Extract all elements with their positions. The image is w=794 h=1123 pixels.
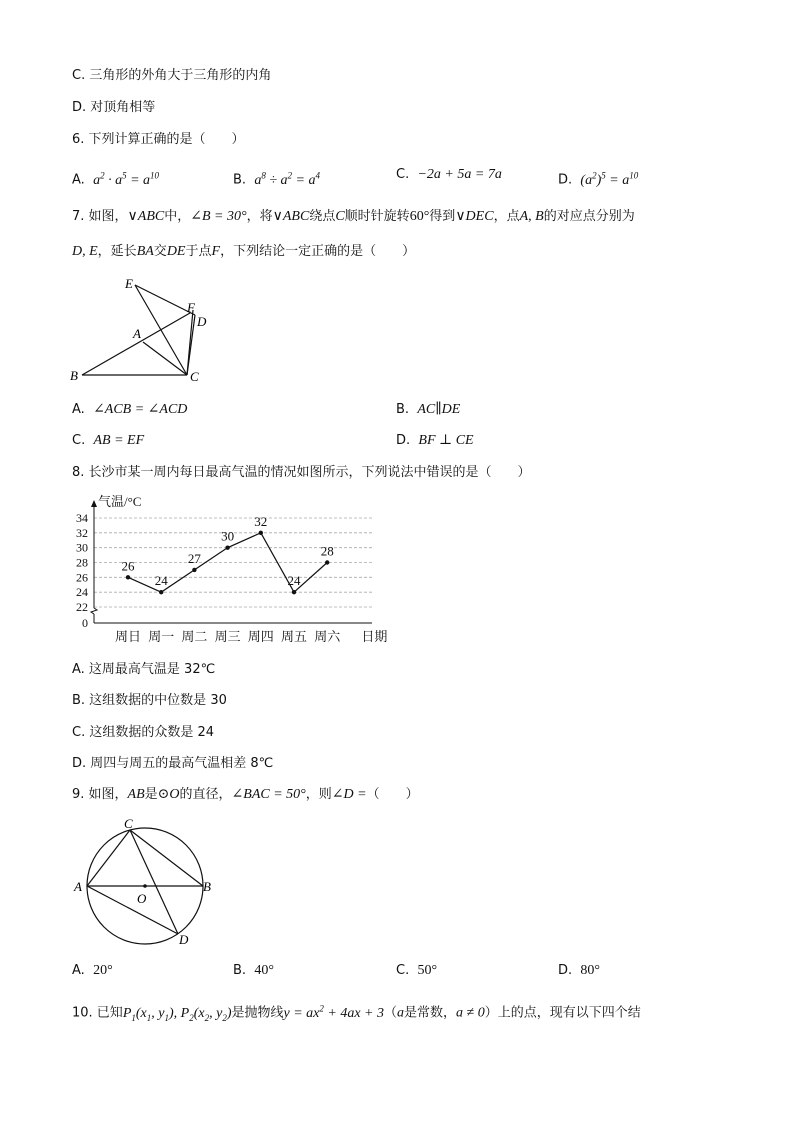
data-label: 30 bbox=[221, 528, 235, 544]
q8-option-a: A. 这周最高气温是 32℃ bbox=[72, 662, 216, 677]
segment-ac bbox=[143, 342, 187, 375]
data-point bbox=[325, 560, 329, 564]
segment-ac bbox=[87, 830, 130, 886]
data-label: 28 bbox=[320, 543, 334, 559]
q8-line-chart bbox=[60, 488, 400, 650]
x-tick-label: 周二 bbox=[181, 629, 208, 644]
q8-option-d: D. 周四与周五的最高气温相差 8℃ bbox=[72, 756, 274, 771]
y-tick-label: 22 bbox=[76, 600, 88, 614]
y-axis-label: 气温/°C bbox=[98, 494, 142, 509]
point-c-label: C bbox=[190, 369, 199, 384]
y-tick-label: 34 bbox=[76, 511, 88, 525]
q9-option-a: A. 20° bbox=[72, 963, 113, 978]
point-f-label: F bbox=[187, 300, 195, 315]
data-label: 24 bbox=[154, 573, 168, 589]
q7-geometry-figure bbox=[64, 274, 224, 386]
data-point bbox=[292, 590, 296, 594]
segment-cf bbox=[187, 310, 193, 375]
y-tick-label: 32 bbox=[76, 525, 88, 540]
q5-option-c: C. 三角形的外角大于三角形的内角 bbox=[72, 68, 272, 83]
data-point bbox=[259, 531, 263, 535]
data-point bbox=[126, 575, 130, 579]
x-tick-label: 周日 bbox=[114, 629, 142, 644]
center-o-dot bbox=[143, 884, 147, 888]
q7-option-b: B. AC∥DE bbox=[396, 402, 461, 417]
point-e-label: E bbox=[125, 276, 133, 291]
q9-circle-figure bbox=[70, 812, 220, 947]
q9-option-c: C. 50° bbox=[396, 963, 438, 978]
data-point bbox=[225, 545, 229, 549]
axis-break-mark bbox=[91, 608, 97, 614]
point-d-label: D bbox=[179, 932, 189, 947]
q6-option-c: C. −2a + 5a = 7a bbox=[396, 167, 502, 182]
q8-option-b: B. 这组数据的中位数是 30 bbox=[72, 693, 227, 708]
y-tick-label: 0 bbox=[82, 616, 88, 630]
point-b-label: B bbox=[203, 879, 211, 894]
q7-stem-line2: D, E，延长BA交DE于点F，下列结论一定正确的是（ ） bbox=[72, 244, 416, 259]
q6-stem: 6. 下列计算正确的是（ ） bbox=[72, 132, 245, 147]
data-label: 26 bbox=[121, 558, 135, 574]
x-tick-label: 周三 bbox=[214, 629, 241, 644]
q8-stem: 8. 长沙市某一周内每日最高气温的情况如图所示，下列说法中错误的是（ ） bbox=[72, 465, 531, 480]
point-d-label: D bbox=[197, 314, 207, 329]
y-tick-label: 30 bbox=[76, 540, 88, 555]
q6-option-a: A. $a^2 \cdot a^5 = a^{10}$ bbox=[72, 170, 160, 188]
point-b-label: B bbox=[70, 368, 78, 383]
point-o-label: O bbox=[137, 891, 147, 906]
q9-option-b: B. 40° bbox=[233, 963, 274, 978]
q10-stem: 10. 已知$P_1(x_1$, $y_1$), $P_2(x_2$, $y_2$)是抛物线$y = ax^2 + 4ax + 3(a$是常数，a ≠ 0）上的点，现有以下四个结 bbox=[72, 1003, 641, 1023]
x-tick-label: 周四 bbox=[247, 629, 274, 644]
segment-ad bbox=[87, 886, 178, 934]
q7-stem-line1: 7. 如图，∨ABC中，∠B = 30°，将∨ABC绕点C顺时针旋转60°得到∨DEC，点A, B的对应点分别为 bbox=[72, 209, 635, 224]
q7-option-a: A. ∠ACB = ∠ACD bbox=[72, 402, 188, 417]
segment-cd bbox=[130, 830, 178, 934]
y-tick-label: 28 bbox=[76, 555, 88, 570]
q6-option-b: B. $a^8 \div a^2 = a^4$ bbox=[233, 170, 320, 188]
x-tick-label: 周一 bbox=[148, 629, 175, 644]
q7-option-d: D. BF ⊥ CE bbox=[396, 433, 474, 448]
y-tick-label: 24 bbox=[76, 585, 88, 600]
q5-option-d: D. 对顶角相等 bbox=[72, 100, 156, 115]
q6-option-d: D. $(a^2)^5 = a^{10}$ bbox=[558, 170, 639, 188]
data-point bbox=[159, 590, 163, 594]
q8-option-c: C. 这组数据的众数是 24 bbox=[72, 725, 215, 740]
data-label: 24 bbox=[287, 573, 301, 589]
segment-cb bbox=[130, 830, 203, 886]
x-tick-label: 周六 bbox=[314, 629, 341, 644]
data-label: 32 bbox=[254, 513, 268, 529]
point-a-label: A bbox=[133, 326, 141, 341]
data-label: 27 bbox=[187, 550, 201, 566]
y-axis-arrow bbox=[91, 500, 97, 507]
data-point bbox=[192, 568, 196, 572]
q7-option-c: C. AB = EF bbox=[72, 433, 145, 448]
point-c-label: C bbox=[124, 816, 133, 831]
x-axis-label: 日期 bbox=[361, 629, 388, 644]
point-a-label: A bbox=[74, 879, 82, 894]
y-tick-label: 26 bbox=[76, 570, 88, 585]
q9-stem: 9. 如图，AB是⊙O的直径，∠BAC = 50°，则∠D =（ ） bbox=[72, 787, 419, 802]
q9-option-d: D. 80° bbox=[558, 963, 601, 978]
x-tick-label: 周五 bbox=[280, 629, 308, 644]
